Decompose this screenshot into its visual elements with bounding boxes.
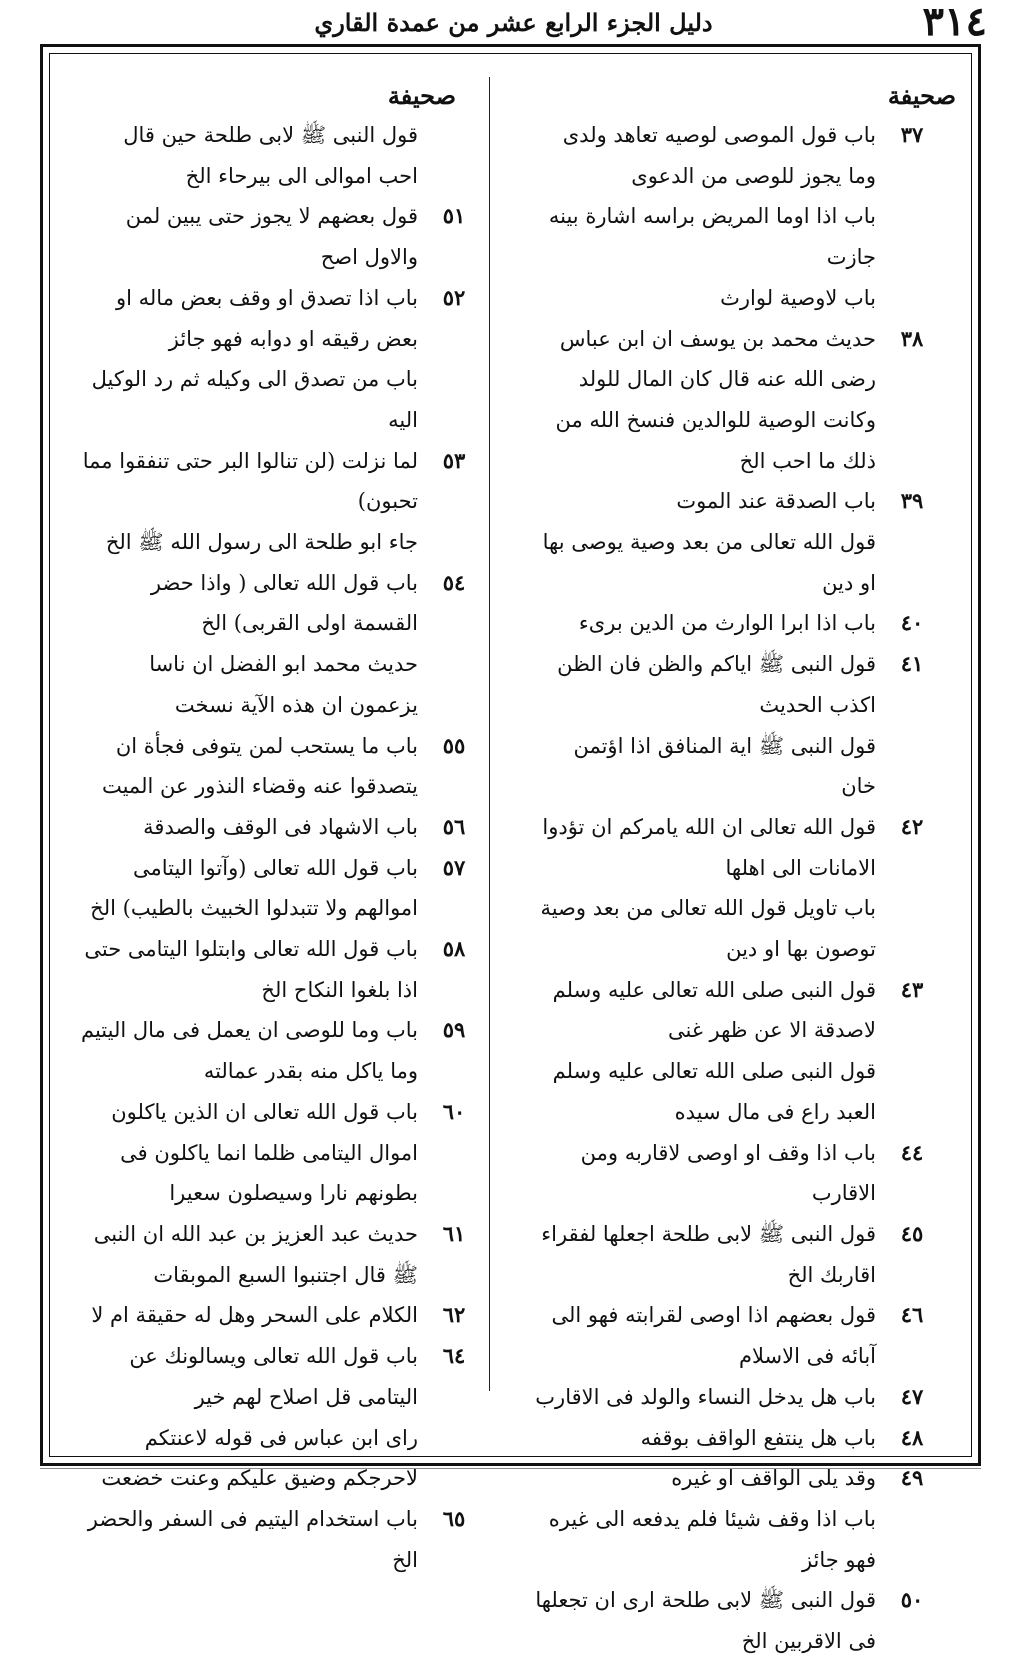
entry-title: باب اذا تصدق او وقف بعض ماله او بعض رقيقه او دوابه فهو جائز bbox=[115, 285, 418, 351]
index-entry bbox=[81, 848, 476, 929]
entry-title: باب قول الله تعالى (وآتوا اليتامى اموالهم ولا تتبدلوا الخبيث بالطيب) الخ bbox=[90, 855, 418, 921]
entry-page-number: ٥٢ bbox=[442, 284, 466, 310]
entry-page-number: ٤٣ bbox=[900, 976, 924, 1002]
entry-page-number: ٥٥ bbox=[442, 732, 466, 758]
entry-title: باب قول الله تعالى وابتلوا اليتامى حتى اذا بلغوا النكاح الخ bbox=[84, 937, 418, 1002]
entry-title: باب قول الله تعالى ان الذين ياكلون اموال اليتامى ظلما انما ياكلون فى بطونهم نارا وسيصلون سعيرا bbox=[111, 1099, 418, 1206]
column-heading: صحيفة bbox=[887, 81, 956, 110]
index-entry bbox=[81, 1092, 476, 1214]
index-entry bbox=[534, 807, 934, 888]
entry-page-number: ٤١ bbox=[900, 651, 924, 677]
index-entry bbox=[81, 115, 476, 196]
index-entry bbox=[534, 1133, 934, 1214]
entry-page-number: ٥١ bbox=[442, 203, 466, 229]
entry-page-number: ٣٨ bbox=[900, 325, 924, 351]
index-entry bbox=[81, 1418, 476, 1499]
entry-title: باب لاوصية لوارث bbox=[720, 285, 876, 310]
index-entry bbox=[534, 603, 934, 644]
column-divider bbox=[489, 77, 490, 1391]
entry-title: قول النبى ﷺ لابى طلحة حين قال احب اموالى الى بيرحاء الخ bbox=[123, 123, 418, 188]
index-entry bbox=[81, 726, 476, 807]
entry-page-number: ٦١ bbox=[442, 1220, 466, 1246]
entry-title: جاء ابو طلحة الى رسول الله ﷺ الخ bbox=[105, 530, 418, 555]
page-number: ٣١٤ bbox=[922, 0, 987, 45]
index-entry bbox=[534, 1580, 934, 1661]
entry-title: حديث محمد ابو الفضل ان ناسا يزعمون ان هذه الآية نسخت bbox=[149, 652, 418, 717]
entry-title: باب اذا وقف شيئا فلم يدفعه الى غيره فهو جائز bbox=[548, 1506, 876, 1572]
entry-page-number: ٤٦ bbox=[900, 1302, 924, 1328]
index-entry bbox=[534, 1295, 934, 1376]
index-entry bbox=[534, 1214, 934, 1295]
entry-page-number: ٥٧ bbox=[442, 854, 466, 880]
entry-title: باب الصدقة عند الموت bbox=[676, 489, 876, 514]
index-entry bbox=[534, 1418, 934, 1459]
entry-title: باب قول الله تعالى ( واذا حضر القسمة اولى القربى) الخ bbox=[150, 570, 418, 636]
index-entry bbox=[534, 888, 934, 969]
entry-page-number: ٥٦ bbox=[442, 813, 466, 839]
index-entry bbox=[534, 644, 934, 725]
index-entry bbox=[534, 481, 934, 522]
index-entry bbox=[534, 726, 934, 807]
entry-page-number: ٥٩ bbox=[442, 1017, 466, 1043]
entry-title: باب اذا اوما المريض براسه اشارة بينه جازت bbox=[548, 204, 876, 270]
entry-page-number: ٤٩ bbox=[900, 1465, 924, 1491]
running-title: دليل الجزء الرابع عشر من عمدة القاري bbox=[314, 8, 713, 37]
entry-page-number: ٥٣ bbox=[442, 447, 466, 473]
index-entry bbox=[81, 644, 476, 725]
entry-title: لما نزلت (لن تنالوا البر حتى تنفقوا مما تحبون) bbox=[82, 448, 418, 514]
entry-title: قول النبى ﷺ لابى طلحة ارى ان تجعلها فى الاقربين الخ bbox=[535, 1588, 876, 1654]
index-entry bbox=[81, 359, 476, 440]
index-entry bbox=[81, 278, 476, 359]
entry-page-number: ٥٨ bbox=[442, 936, 466, 962]
entry-title: باب تاويل قول الله تعالى من بعد وصية توصون بها او دين bbox=[540, 896, 876, 962]
entry-title: باب اذا وقف او اوصى لاقاربه ومن الاقارب bbox=[580, 1140, 876, 1206]
entry-page-number: ٦٢ bbox=[442, 1302, 466, 1328]
index-entry bbox=[534, 1377, 934, 1418]
entry-title: باب اذا ابرا الوارث من الدين برىء bbox=[578, 611, 876, 636]
entry-page-number: ٣٧ bbox=[900, 122, 924, 147]
index-entry bbox=[81, 196, 476, 277]
entry-title: حديث محمد بن يوسف ان ابن عباس رضى الله عنه قال كان المال للولد وكانت الوصية للوالدين فنسخ الله من ذلك ما احب الخ bbox=[555, 326, 876, 473]
entry-page-number: ٣٩ bbox=[900, 488, 924, 514]
entry-title: حديث عبد العزيز بن عبد الله ان النبى ﷺ قال اجتنبوا السبع الموبقات bbox=[93, 1221, 418, 1287]
entry-title: باب استخدام اليتيم فى السفر والحضر الخ bbox=[87, 1506, 418, 1572]
entry-page-number: ٥٠ bbox=[900, 1587, 924, 1613]
entry-page-number: ٤٧ bbox=[900, 1383, 924, 1409]
index-entry bbox=[81, 441, 476, 522]
index-entry bbox=[81, 807, 476, 848]
entry-title: قول بعضهم اذا اوصى لقرابته فهو الى آبائه فى الاسلام bbox=[551, 1303, 876, 1369]
entry-title: باب قول الله تعالى ويسالونك عن اليتامى قل اصلاح لهم خير bbox=[129, 1344, 418, 1409]
entry-title: باب هل يدخل النساء والولد فى الاقارب bbox=[535, 1384, 876, 1409]
entry-page-number: ٤٠ bbox=[900, 610, 924, 636]
index-entry bbox=[81, 1214, 476, 1295]
index-entry bbox=[534, 1499, 934, 1580]
entry-title: باب قول الموصى لوصيه تعاهد ولدى وما يجوز للوصى من الدعوى bbox=[562, 123, 876, 188]
entry-title: قول النبى ﷺ لابى طلحة اجعلها لفقراء اقاربك الخ bbox=[541, 1221, 876, 1287]
index-entry bbox=[81, 1336, 476, 1417]
index-entry bbox=[534, 278, 934, 319]
entry-title: باب من تصدق الى وكيله ثم رد الوكيل اليه bbox=[91, 367, 418, 432]
index-entry bbox=[81, 1499, 476, 1580]
index-entry bbox=[534, 970, 934, 1051]
entry-page-number: ٦٠ bbox=[442, 1098, 466, 1124]
index-column-right bbox=[534, 77, 956, 1662]
index-entry bbox=[534, 522, 934, 603]
bottom-rule bbox=[40, 1468, 981, 1469]
entry-title: باب ما يستحب لمن يتوفى فجأة ان يتصدقوا عنه وقضاء النذور عن الميت bbox=[101, 733, 418, 799]
index-entry bbox=[534, 196, 934, 277]
entry-title: باب الاشهاد فى الوقف والصدقة bbox=[143, 814, 418, 839]
index-entry bbox=[534, 319, 934, 482]
entry-title: قول بعضهم لا يجوز حتى يبين لمن والاول اصح bbox=[125, 204, 418, 270]
entry-title: الكلام على السحر وهل له حقيقة ام لا bbox=[91, 1303, 418, 1328]
entry-page-number: ٤٢ bbox=[900, 813, 924, 839]
index-entry bbox=[534, 1051, 934, 1132]
entry-title: قول النبى ﷺ اياكم والظن فان الظن اكذب الحديث bbox=[557, 652, 876, 717]
column-heading: صحيفة bbox=[387, 81, 456, 110]
page-header bbox=[40, 0, 987, 45]
index-entry bbox=[534, 115, 934, 196]
entry-title: قول النبى صلى الله تعالى عليه وسلم لاصدقة الا عن ظهر غنى bbox=[552, 977, 876, 1043]
index-entry bbox=[81, 929, 476, 1010]
entry-page-number: ٤٥ bbox=[900, 1220, 924, 1246]
entry-page-number: ٦٤ bbox=[442, 1343, 466, 1369]
entry-title: راى ابن عباس فى قوله لاعنتكم لاحرجكم وضيق عليكم وعنت خضعت bbox=[101, 1425, 418, 1491]
page-frame bbox=[40, 44, 981, 1654]
entry-title: قول الله تعالى من بعد وصية يوصى بها او دين bbox=[542, 530, 876, 595]
entry-title: باب هل ينتفع الواقف بوقفه bbox=[640, 1425, 876, 1450]
entry-page-number: ٥٤ bbox=[442, 569, 466, 595]
index-entry bbox=[81, 1010, 476, 1091]
entry-title: باب وما للوصى ان يعمل فى مال اليتيم وما ياكل منه بقدر عمالته bbox=[80, 1018, 418, 1084]
index-column-left bbox=[81, 77, 476, 1580]
index-entry bbox=[81, 1295, 476, 1336]
entry-title: قول النبى ﷺ اية المنافق اذا اؤتمن خان bbox=[573, 733, 876, 799]
index-entry bbox=[534, 1458, 934, 1499]
entry-title: قول النبى صلى الله تعالى عليه وسلم العبد راع فى مال سيده bbox=[552, 1059, 876, 1124]
index-entry bbox=[81, 522, 476, 563]
index-entry bbox=[81, 563, 476, 644]
entry-page-number: ٦٥ bbox=[442, 1505, 466, 1531]
entry-title: وقد يلى الواقف او غيره bbox=[671, 1466, 876, 1491]
entry-page-number: ٤٤ bbox=[900, 1139, 924, 1165]
entry-title: قول الله تعالى ان الله يامركم ان تؤدوا الامانات الى اهلها bbox=[542, 814, 876, 880]
entry-page-number: ٤٨ bbox=[900, 1424, 924, 1450]
